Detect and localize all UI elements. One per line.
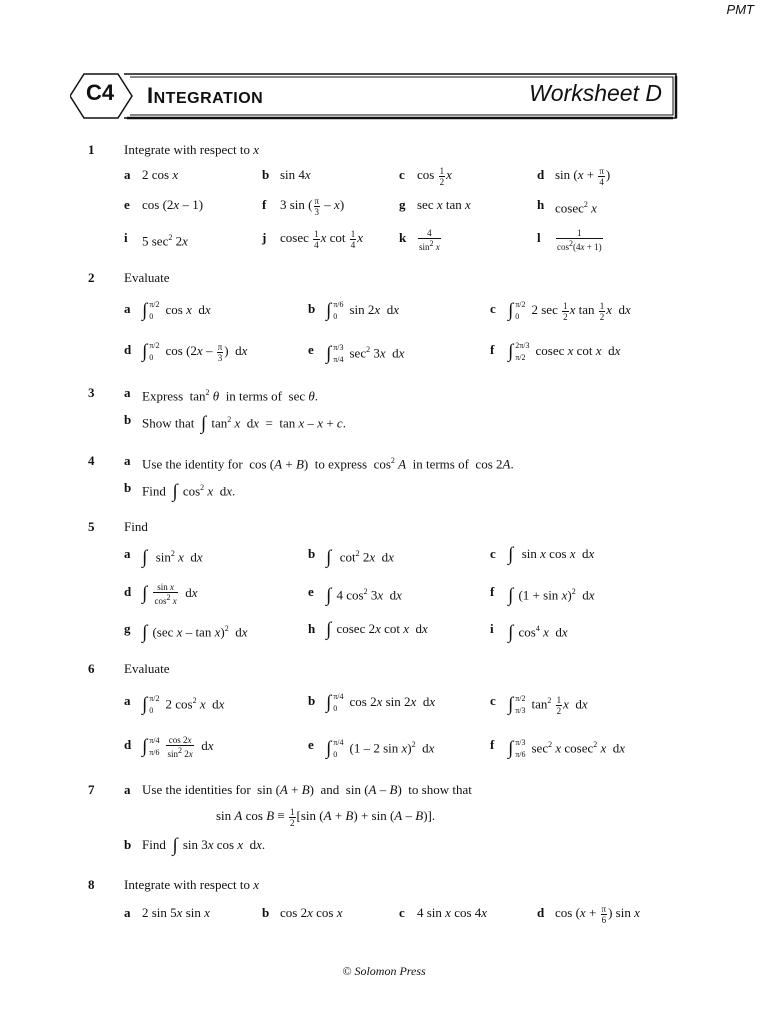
part-label: a — [124, 453, 131, 468]
question-3 — [0, 383, 768, 403]
question-4 — [0, 451, 768, 471]
part-label: c — [490, 546, 496, 561]
question-number: 4 — [88, 453, 95, 468]
part-expr: cos (x + $\frac{\pi}{6}$ ) sin x — [555, 903, 640, 925]
part-expr: ∫ π/2 0 cos x dx — [142, 300, 211, 321]
part-label: j — [262, 230, 267, 245]
chapter-title: INTEGRATION — [147, 83, 264, 108]
corner-tag: PMT — [726, 2, 754, 17]
question-row — [0, 806, 768, 826]
question-8 — [0, 875, 768, 895]
question-row — [0, 835, 768, 855]
part-expr: ∫ $(1 + \sin x)^2$ dx — [508, 585, 595, 607]
part-label: f — [490, 584, 495, 599]
part-expr: cosec $\frac{1}{4}$ x cot $\frac{1}{4}$ x — [280, 228, 364, 250]
question-number: 2 — [88, 270, 95, 285]
part-label: l — [537, 230, 541, 245]
part-label: d — [124, 584, 132, 599]
part-label: d — [537, 167, 545, 182]
part-expr: sec x tan x — [417, 197, 471, 212]
part-expr: ∫ π/2 0 2 $\cos^2 x$ dx — [142, 694, 225, 716]
part-label: a — [124, 385, 131, 400]
part-expr: cos 2x cos x — [280, 905, 343, 920]
part-expr: $\frac{1}{\cos^2(4x + 1)}$ — [557, 228, 602, 252]
part-expr: ∫ 4 $\cos^2 3x$ dx — [326, 585, 402, 607]
question-row — [0, 478, 768, 503]
question-number: 5 — [88, 519, 95, 534]
part-expr: Find ∫ $\cos^2 x$ dx. — [142, 481, 236, 503]
footer-credit: © Solomon Press — [342, 964, 426, 978]
part-label: g — [124, 621, 131, 636]
part-expr: $\frac{4}{\sin^2 x}$ — [419, 228, 440, 252]
part-label: e — [308, 737, 314, 752]
part-expr: 5 $\sec^2 2x$ — [142, 233, 188, 249]
part-label: b — [262, 905, 270, 920]
question-5 — [0, 517, 768, 537]
part-label: f — [490, 737, 495, 752]
part-expr: ∫ $\cot^2 2x$ dx — [326, 547, 394, 569]
part-label: a — [124, 546, 131, 561]
question-row — [0, 340, 768, 365]
part-label: b — [124, 480, 132, 495]
part-label: a — [124, 905, 131, 920]
part-label: a — [124, 782, 131, 797]
part-label: b — [124, 837, 132, 852]
part-label: b — [308, 546, 316, 561]
part-label: c — [490, 301, 496, 316]
part-label: e — [308, 342, 314, 357]
part-label: f — [262, 197, 267, 212]
part-label: b — [262, 167, 270, 182]
question-row — [0, 903, 768, 923]
question-row — [0, 228, 768, 252]
question-row — [0, 195, 768, 215]
part-expr: Find ∫ sin 3x cos x dx. — [142, 835, 266, 857]
part-label: g — [399, 197, 406, 212]
part-label: h — [308, 621, 316, 636]
part-expr: ∫ $\cos^4 x$ dx — [508, 622, 568, 644]
question-row — [0, 165, 768, 185]
part-expr: ∫ 2π/3 π/2 cosec x cot x dx — [508, 341, 621, 362]
worksheet-header — [70, 72, 678, 120]
part-expr: cosec$^2$ x — [555, 200, 597, 216]
part-expr: sin 4x — [280, 167, 311, 182]
question-row — [0, 619, 768, 644]
part-expr: ∫ π/3 π/6 $\sec^2 x$ cosec$^2$ x dx — [508, 738, 626, 760]
part-expr: cos (2x – 1) — [142, 197, 204, 212]
part-label: h — [537, 197, 545, 212]
part-label: f — [490, 342, 495, 357]
part-label: k — [399, 230, 407, 245]
part-expr: Use the identities for sin (A + B) and sin (A – B) to show that — [142, 782, 472, 797]
part-expr: ∫ π/2 π/3 $\tan^2$ $\frac{1}{2}$ x dx — [508, 694, 588, 716]
question-7 — [0, 780, 768, 800]
part-expr: ∫ π/3 π/4 $\sec^2 3x$ dx — [326, 343, 405, 365]
part-expr: ∫ $\sin^2 x$ dx — [142, 547, 203, 569]
question-prompt: Evaluate — [124, 270, 170, 285]
part-expr: ∫ π/2 0 cos (2x – $\frac{\pi}{3}$ ) dx — [142, 341, 248, 363]
part-expr: ∫ (sec x – tan x)$^2$ dx — [142, 622, 248, 644]
part-label: b — [308, 693, 316, 708]
question-number: 7 — [88, 782, 95, 797]
part-label: b — [308, 301, 316, 316]
part-label: e — [124, 197, 130, 212]
question-number: 3 — [88, 385, 95, 400]
part-label: a — [124, 693, 131, 708]
part-expr: 4 sin x cos 4x — [417, 905, 488, 920]
question-prompt: Evaluate — [124, 661, 170, 676]
question-row — [0, 582, 768, 607]
part-expr: Show that ∫ $\tan^2 x$ dx = tan x – x + c. — [142, 413, 346, 435]
question-6 — [0, 659, 768, 679]
part-expr: ∫ cosec 2x cot x dx — [326, 619, 428, 641]
part-label: a — [124, 167, 131, 182]
chapter-code: C4 — [86, 80, 115, 105]
part-label: i — [124, 230, 128, 245]
part-expr: ∫ π/4 0 (1 – 2 sin x)$^2$ dx — [326, 738, 435, 760]
part-expr: 3 sin ( $\frac{\pi}{3}$ – x) — [280, 195, 345, 217]
question-prompt: Find — [124, 519, 148, 534]
part-label: b — [124, 412, 132, 427]
part-label: c — [399, 167, 405, 182]
question-prompt: Integrate with respect to x — [124, 142, 260, 157]
question-row — [0, 410, 768, 435]
part-expr: ∫ π/4 0 cos 2x sin 2x dx — [326, 692, 436, 713]
part-expr: cos $\frac{1}{2}$ x — [417, 165, 452, 187]
part-label: d — [537, 905, 545, 920]
question-1 — [0, 140, 768, 160]
part-expr: ∫ π/2 0 2 sec $\frac{1}{2}$ x tan $\frac{1}{2}$ x dx — [508, 300, 631, 322]
question-number: 6 — [88, 661, 95, 676]
question-number: 1 — [88, 142, 95, 157]
part-expr: Use the identity for cos (A + B) to express $\cos^2 A$ in terms of cos 2A. — [142, 456, 514, 472]
part-expr: 2 cos x — [142, 167, 179, 182]
part-expr: sin (x + $\frac{\pi}{4}$ ) — [555, 165, 611, 187]
part-label: d — [124, 737, 132, 752]
part-label: e — [308, 584, 314, 599]
part-label: i — [490, 621, 494, 636]
part-label: c — [399, 905, 405, 920]
question-row — [0, 691, 768, 716]
part-expr: ∫ π/6 0 sin 2x dx — [326, 300, 399, 321]
question-row — [0, 735, 768, 760]
part-expr: ∫ $\frac{\text{sin x}}{\cos^2 x}$ dx — [142, 582, 198, 606]
part-expr: 2 sin 5x sin x — [142, 905, 210, 920]
part-expr: ∫ sin x cos x dx — [508, 544, 595, 566]
question-prompt: Integrate with respect to x — [124, 877, 260, 892]
question-row — [0, 544, 768, 569]
identity-expr: sin A cos B ≡ $\frac{1}{2}$ [sin (A + B) + sin (A – B)]. — [216, 806, 436, 828]
part-expr: Express $\tan^2 \theta$ in terms of sec θ. — [142, 388, 318, 404]
part-label: a — [124, 301, 131, 316]
worksheet-label: Worksheet D — [529, 80, 662, 106]
question-2 — [0, 268, 768, 288]
question-row — [0, 299, 768, 322]
part-label: c — [490, 693, 496, 708]
part-expr: ∫ π/4 π/6 $\frac{\cos 2x}{\sin^2 2x}$ dx — [142, 735, 214, 759]
part-label: d — [124, 342, 132, 357]
question-number: 8 — [88, 877, 95, 892]
